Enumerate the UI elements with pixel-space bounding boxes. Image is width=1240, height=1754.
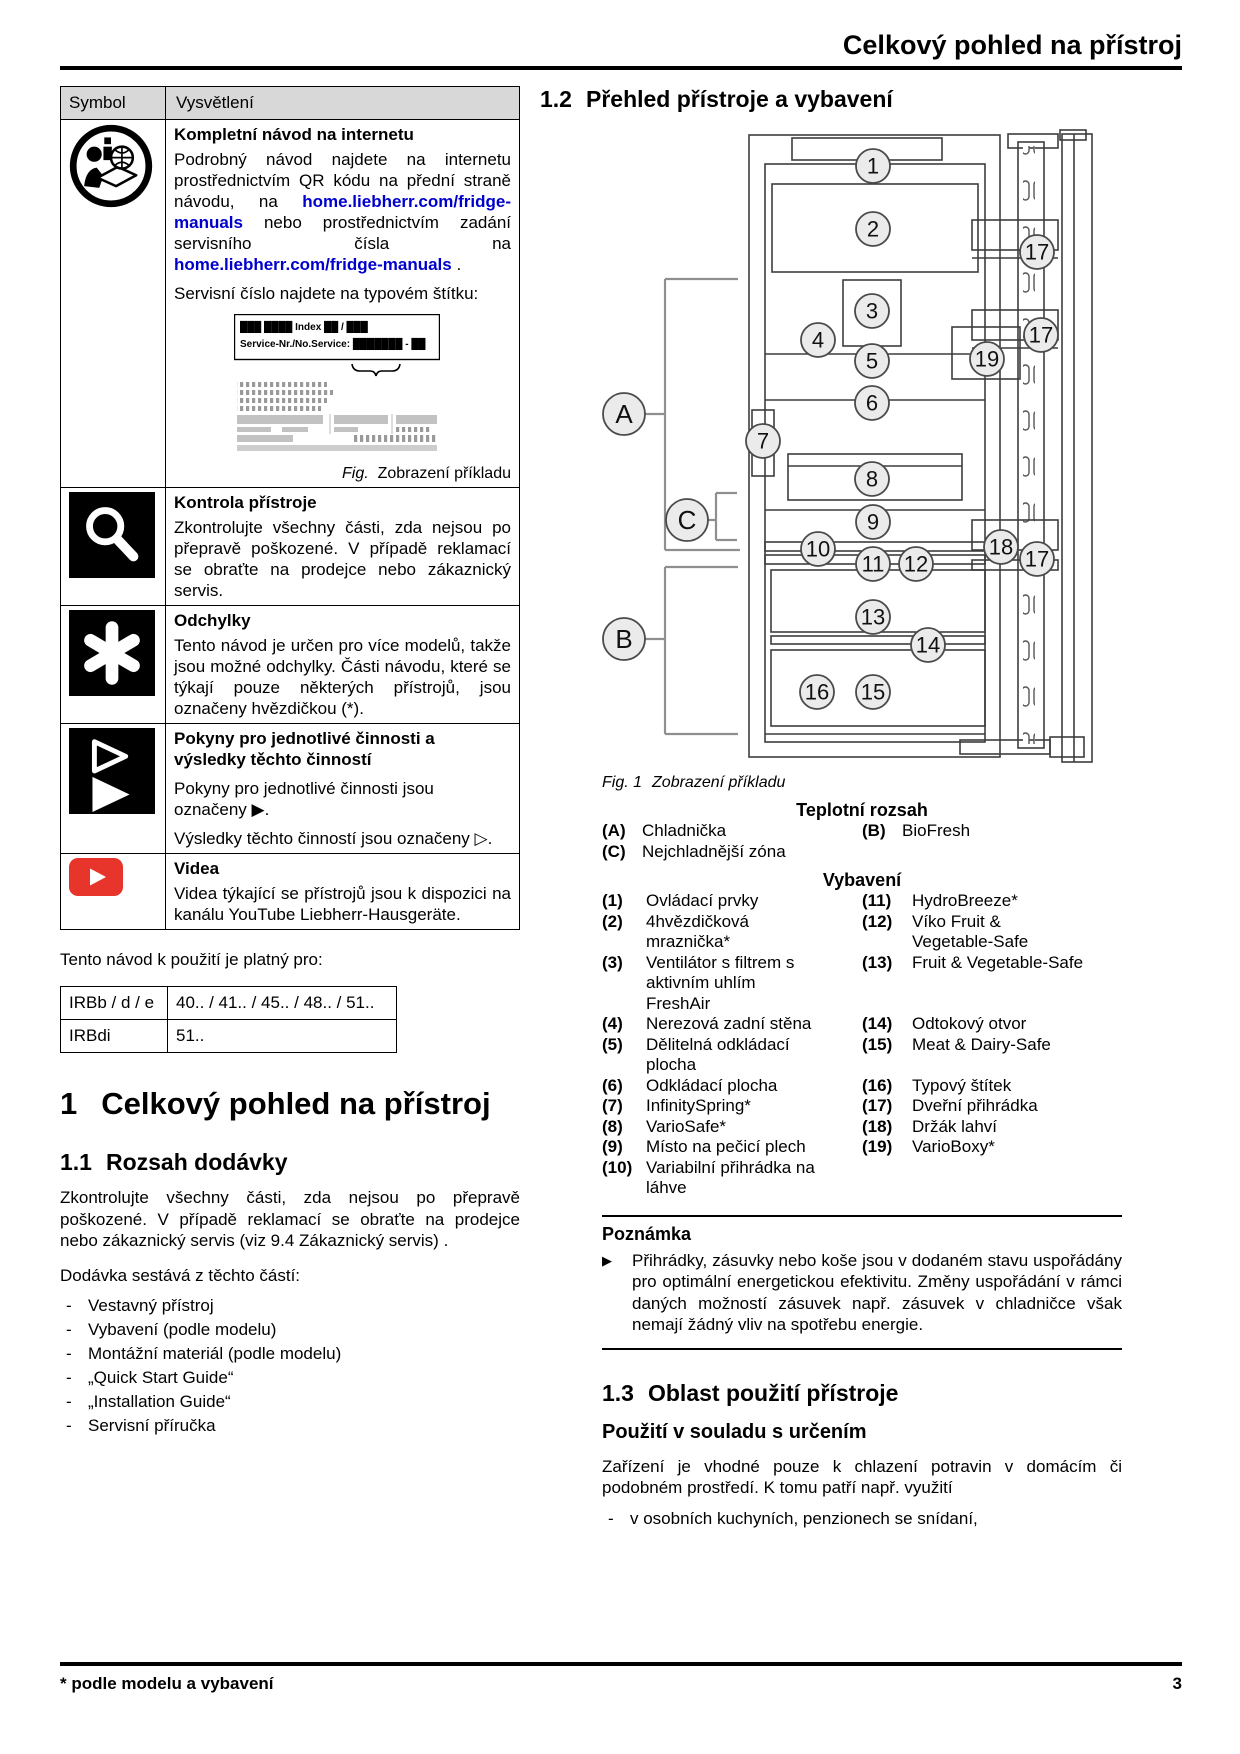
list-item: [60, 1342, 520, 1366]
applies-line: Tento návod k použití je platný pro:: [60, 950, 323, 969]
list-item-text: Vybavení (podle modelu): [88, 1319, 277, 1339]
table-row: [61, 724, 520, 854]
section-1-3-heading: [602, 1380, 1122, 1406]
figure-marker-8: [855, 462, 889, 496]
text-segment: .: [451, 255, 462, 274]
row-text: Tento návod je určen pro více modelů, takže jsou možné odchylky. Části návodu, které se týkají pouze některých přístrojů, jsou označeny hvězdičkou (*).: [174, 636, 511, 718]
equipment-label: Odkládací plocha: [646, 1075, 778, 1095]
zone-row: [602, 842, 1122, 863]
zone-row: [602, 821, 1122, 842]
section-number: 1.2: [540, 86, 572, 112]
explanation-column-header: Vysvětlení: [166, 87, 520, 120]
model-series-cell: IRBdi: [61, 1020, 168, 1053]
footer-note: * podle modelu a vybavení: [60, 1674, 274, 1693]
supply-intro: Dodávka sestává z těchto částí:: [60, 1265, 301, 1285]
svg-text:5: 5: [865, 348, 879, 374]
equipment-row: [602, 1158, 1122, 1199]
figure-marker-15: [856, 675, 890, 709]
legend-area: [602, 800, 1122, 1199]
equipment-number: (15): [862, 1034, 893, 1054]
svg-text:B: B: [615, 624, 633, 655]
page-footer: [60, 1662, 1182, 1694]
list-marker: -: [66, 1391, 72, 1411]
list-marker: -: [608, 1508, 614, 1528]
figure-markers: [603, 149, 1058, 709]
equipment-row: [602, 1014, 1122, 1035]
figure-marker-9: [856, 505, 890, 539]
note-marker: ▶: [602, 1252, 612, 1268]
fig-caption-text: Zobrazení příkladu: [652, 774, 786, 791]
row-title: Kompletní návod na internetu: [174, 125, 414, 144]
svg-text:10: 10: [805, 536, 831, 562]
svg-text:3: 3: [865, 298, 879, 324]
fridge-manuals-link[interactable]: home.liebherr.com/fridge-manuals: [174, 192, 511, 232]
figure-marker-11: [856, 547, 890, 581]
svg-text:17: 17: [1028, 322, 1054, 348]
list-item-text: Montážní materiál (podle modelu): [88, 1343, 342, 1363]
zone-label: BioFresh: [902, 821, 971, 840]
note-box: [602, 1215, 1122, 1350]
equipment-number: (7): [602, 1096, 623, 1115]
equipment-number: (3): [602, 952, 623, 972]
svg-text:4: 4: [811, 327, 825, 353]
temperature-heading: Teplotní rozsah: [796, 800, 928, 820]
figure-marker-10: [801, 532, 835, 566]
row-text: Videa týkající se přístrojů jsou k dispozici na kanálu YouTube Liebherr-Hausgeräte.: [174, 884, 511, 924]
equipment-label: Držák lahví: [912, 1116, 998, 1136]
note-text: Přihrádky, zásuvky nebo koše jsou v dodaném stavu uspořádány pro optimální energetickou efektivitu. Změny uspořádání v rámci daných možností zásuvek např. zásuvek v chladničce však nemají žádný vliv na spotřebu energie.: [632, 1250, 1122, 1334]
figure-marker-14: [911, 628, 945, 662]
section-1-2-heading: [540, 86, 1122, 112]
plate-index-line: ███ ████ Index ██ / ███: [240, 322, 368, 333]
equipment-number: (13): [862, 952, 893, 972]
figure-marker-17: [1020, 542, 1054, 576]
symbol-column-header: Symbol: [61, 87, 166, 120]
svg-text:2: 2: [866, 216, 880, 242]
equipment-number: (11): [862, 891, 892, 910]
header-rule: [60, 66, 1182, 70]
list-item-text: „Quick Start Guide“: [88, 1367, 234, 1387]
svg-text:17: 17: [1024, 546, 1050, 572]
list-item: [60, 1294, 520, 1318]
svg-text:14: 14: [915, 632, 941, 658]
typeplate-caption: [174, 465, 511, 483]
equipment-row: [602, 1096, 1122, 1117]
list-item-text: v osobních kuchyních, penzionech se snídaní,: [630, 1508, 978, 1528]
model-numbers-cell: 51..: [168, 1020, 397, 1053]
equipment-row: [602, 891, 1122, 912]
row-title: Videa: [174, 859, 220, 878]
appliance-figure: [540, 122, 1122, 772]
table-row: [61, 987, 397, 1020]
equipment-label: VarioSafe*: [646, 1116, 727, 1136]
fig-caption-text: Zobrazení příkladu: [377, 465, 511, 482]
svg-text:A: A: [615, 399, 633, 430]
svg-text:12: 12: [903, 551, 929, 577]
zone-key: (C): [602, 841, 626, 861]
magnifier-icon: [69, 563, 155, 582]
figure-marker-17: [1020, 235, 1054, 269]
equipment-label: Dělitelná odkládací plocha: [646, 1034, 790, 1074]
intended-use-paragraph: Zařízení je vhodné pouze k chlazení potravin v domácím či podobném prostředí. K tomu patří např. využití: [602, 1456, 1122, 1497]
scope-paragraph: Zkontrolujte všechny části, zda nejsou po přepravě poškozené. V případě reklamací se obraťte na prodejce nebo zákaznický servis (viz 9.4 Zákaznický servis) .: [60, 1188, 520, 1250]
figure-marker-6: [855, 386, 889, 420]
row-title: Kontrola přístroje: [174, 493, 317, 512]
equipment-number: (9): [602, 1137, 623, 1156]
list-item: [602, 1507, 1122, 1531]
equipment-row: [602, 1035, 1122, 1076]
row-title: Odchylky: [174, 611, 251, 630]
section-title: Rozsah dodávky: [105, 1149, 288, 1175]
info-manual-icon: [69, 193, 153, 212]
asterisk-icon: [69, 681, 155, 700]
section-number: 1: [60, 1086, 78, 1121]
text-segment: Podrobný návod najdete na internetu prostřednictvím QR kódu na přední straně návodu, na: [174, 150, 511, 211]
list-item: [60, 1318, 520, 1342]
fig-label: Fig. 1: [602, 774, 643, 791]
zone-label: Nejchladnější zóna: [642, 841, 786, 861]
section-1-1-heading: [60, 1149, 520, 1175]
equipment-row: [602, 953, 1122, 1015]
svg-text:1: 1: [866, 153, 880, 179]
equipment-label: Dveřní přihrádka: [912, 1096, 1038, 1115]
equipment-row: [602, 912, 1122, 953]
equipment-number: (8): [602, 1116, 623, 1136]
equipment-number: (19): [862, 1137, 893, 1156]
symbol-table: [60, 86, 520, 930]
figure-marker-C: [666, 499, 708, 541]
page-header-title: Celkový pohled na přístroj: [842, 30, 1182, 60]
section-title: Přehled přístroje a vybavení: [585, 86, 893, 112]
list-item: [60, 1414, 520, 1438]
svg-text:15: 15: [860, 679, 886, 705]
zone-key: (B): [862, 821, 886, 840]
equipment-row: [602, 1137, 1122, 1158]
equipment-number: (10): [602, 1157, 633, 1177]
figure-caption: [602, 774, 1122, 792]
equipment-number: (6): [602, 1075, 623, 1095]
youtube-icon: [69, 881, 123, 900]
figure-marker-16: [800, 675, 834, 709]
plate-service-line: Service-Nr./No.Service: ███████ - ██: [240, 339, 426, 350]
equipment-number: (14): [862, 1014, 893, 1033]
table-row: [61, 488, 520, 606]
fig-label: Fig.: [342, 465, 369, 482]
equipment-label: Odtokový otvor: [912, 1014, 1027, 1033]
figure-marker-3: [855, 294, 889, 328]
section-title: Oblast použití přístroje: [647, 1379, 899, 1406]
zone-item: [862, 821, 1122, 842]
svg-text:6: 6: [865, 390, 879, 416]
equipment-label: Ventilátor s filtrem s aktivním uhlím FreshAir: [646, 952, 795, 1013]
svg-text:17: 17: [1024, 239, 1050, 265]
list-marker: -: [66, 1343, 72, 1363]
action-instruction-line: Pokyny pro jednotlivé činnosti jsou označeny ▶.: [174, 779, 434, 819]
list-marker: -: [66, 1319, 72, 1339]
model-numbers-cell: 40.. / 41.. / 45.. / 48.. / 51..: [168, 987, 397, 1020]
figure-marker-12: [899, 547, 933, 581]
figure-marker-A: [603, 393, 645, 435]
equipment-row: [602, 1076, 1122, 1097]
equipment-label: Víko Fruit & Vegetable-Safe: [912, 911, 1029, 951]
right-column: [540, 86, 1122, 1531]
equipment-number: (16): [862, 1075, 893, 1095]
zone-key: (A): [602, 821, 626, 840]
equipment-label: Fruit & Vegetable-Safe: [912, 952, 1084, 972]
list-marker: -: [66, 1367, 72, 1387]
table-row: [61, 854, 520, 930]
page-number: 3: [1172, 1674, 1182, 1693]
svg-text:16: 16: [804, 679, 830, 705]
row-title: Pokyny pro jednotlivé činnosti a výsledky těchto činností: [174, 729, 435, 769]
symbol-table-header-row: [61, 87, 520, 120]
figure-marker-4: [801, 323, 835, 357]
equipment-number: (17): [862, 1096, 893, 1115]
figure-marker-B: [603, 618, 645, 660]
plate-brace: [352, 364, 400, 376]
intended-use-heading: Použití v souladu s určením: [602, 1420, 867, 1443]
figure-marker-2: [856, 212, 890, 246]
type-plate-graphic: [234, 314, 511, 457]
svg-text:8: 8: [865, 466, 879, 492]
row-text: Zkontrolujte všechny části, zda nejsou po přepravě poškozené. V případě reklamací se obraťte na prodejce nebo zákaznický servis.: [174, 518, 511, 600]
section-1-heading: [60, 1087, 520, 1121]
equipment-label: Variabilní přihrádka na láhve: [646, 1157, 815, 1197]
equipment-label: Meat & Dairy-Safe: [912, 1034, 1051, 1054]
equipment-number: (2): [602, 911, 623, 931]
zone-item: [602, 842, 862, 863]
equipment-label: Typový štítek: [912, 1075, 1012, 1095]
svg-text:18: 18: [988, 534, 1014, 560]
row-text: [174, 149, 511, 275]
equipment-number: (5): [602, 1034, 623, 1054]
zone-label: Chladnička: [642, 821, 727, 840]
list-item-text: Servisní příručka: [88, 1415, 216, 1435]
table-row: [61, 1020, 397, 1053]
equipment-number: (1): [602, 891, 623, 910]
action-arrows-icon: [69, 799, 155, 818]
equipment-label: HydroBreeze*: [912, 891, 1018, 910]
figure-marker-17: [1024, 318, 1058, 352]
equipment-label: 4hvězdičková mraznička*: [646, 911, 750, 951]
action-result-line: Výsledky těchto činností jsou označeny ▷.: [174, 829, 493, 848]
svg-text:7: 7: [756, 428, 770, 454]
figure-marker-18: [984, 530, 1018, 564]
equipment-label: VarioBoxy*: [912, 1137, 995, 1156]
list-item-text: Vestavný přístroj: [88, 1295, 214, 1315]
supply-list: [60, 1294, 520, 1438]
equipment-label: Nerezová zadní stěna: [646, 1014, 812, 1033]
zone-item: [602, 821, 862, 842]
models-table: [60, 986, 397, 1053]
section-title: Celkový pohled na přístroj: [101, 1086, 491, 1121]
equipment-label: InfinitySpring*: [646, 1096, 751, 1115]
svg-text:19: 19: [974, 346, 1000, 372]
svg-text:13: 13: [860, 604, 886, 630]
figure-marker-5: [855, 344, 889, 378]
table-row: [61, 606, 520, 724]
equipment-row: [602, 1117, 1122, 1138]
model-series-cell: IRBb / d / e: [61, 987, 168, 1020]
fridge-manuals-link-2[interactable]: home.liebherr.com/fridge-manuals: [174, 255, 452, 274]
equipment-number: (4): [602, 1014, 623, 1033]
figure-marker-19: [970, 342, 1004, 376]
list-item-text: „Installation Guide“: [88, 1391, 231, 1411]
column-gutter: [520, 86, 540, 1531]
section-number: 1.1: [60, 1149, 92, 1175]
left-column: [60, 86, 520, 1531]
figure-marker-13: [856, 600, 890, 634]
fridge-linework: [749, 130, 1092, 762]
table-row: [61, 120, 520, 488]
equipment-number: (18): [862, 1116, 893, 1136]
list-item: [60, 1366, 520, 1390]
note-title: Poznámka: [602, 1223, 692, 1244]
equipment-heading: Vybavení: [822, 870, 902, 890]
service-number-line: Servisní číslo najdete na typovém štítku:: [174, 284, 479, 303]
list-item: [60, 1390, 520, 1414]
list-marker: -: [66, 1295, 72, 1315]
svg-text:9: 9: [866, 509, 880, 535]
text-segment: nebo prostřednictvím zadání servisního čísla na: [174, 213, 511, 253]
use-list: [602, 1507, 1122, 1531]
svg-text:11: 11: [861, 551, 885, 577]
section-number: 1.3: [602, 1379, 634, 1406]
equipment-label: Ovládací prvky: [646, 891, 759, 910]
equipment-number: (12): [862, 911, 893, 931]
figure-marker-7: [746, 424, 780, 458]
equipment-label: Místo na pečicí plech: [646, 1137, 806, 1156]
list-marker: -: [66, 1415, 72, 1435]
footer-rule: [60, 1662, 1182, 1666]
svg-text:C: C: [677, 505, 697, 536]
figure-marker-1: [856, 149, 890, 183]
